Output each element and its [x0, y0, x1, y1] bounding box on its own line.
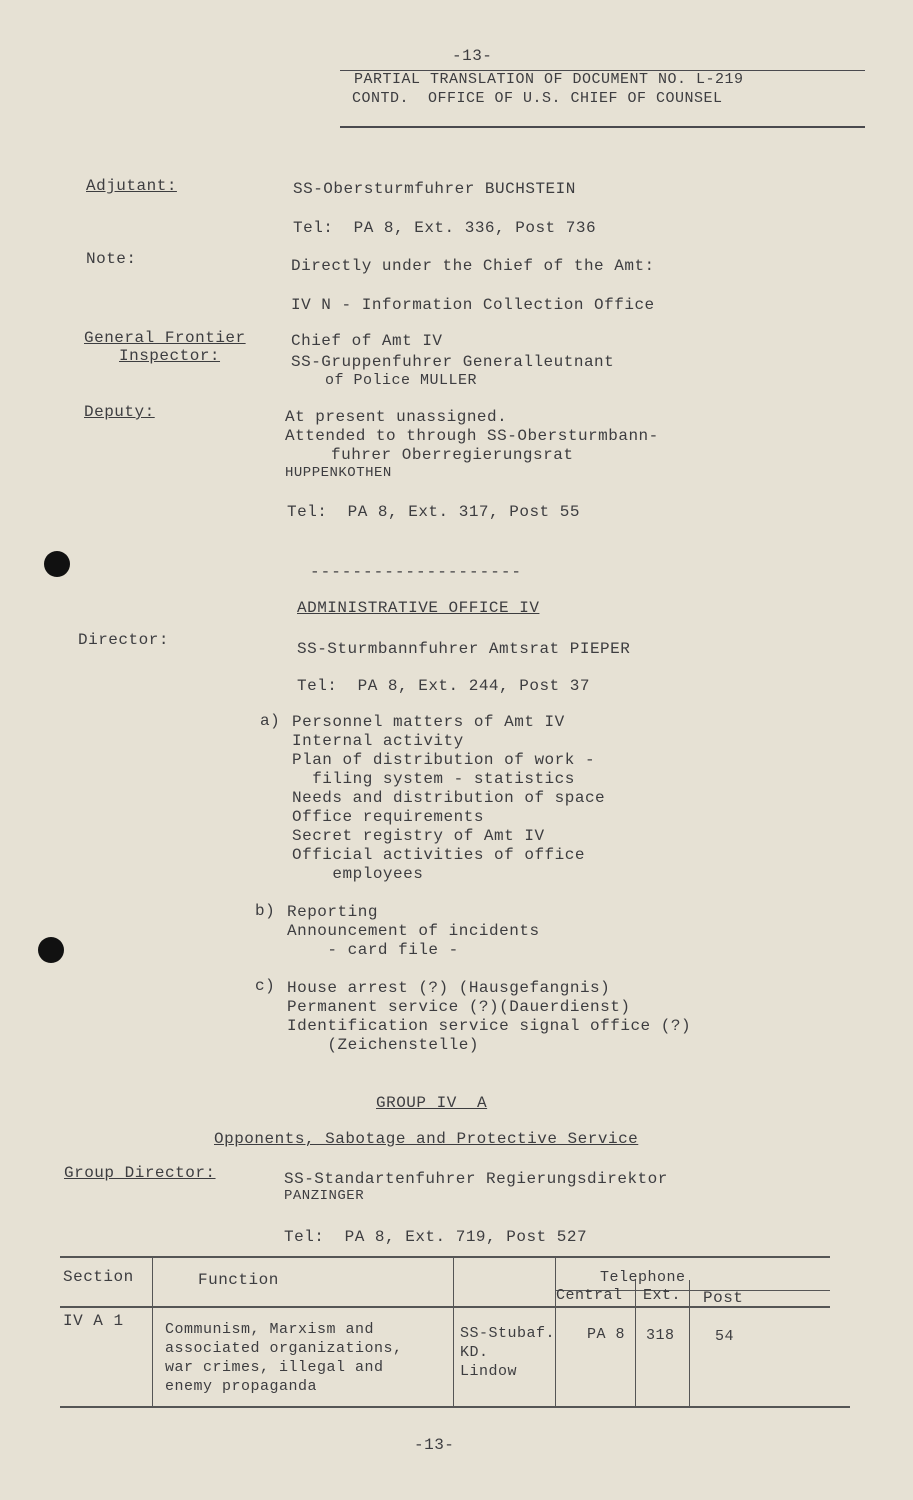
- item-a-line: Personnel matters of Amt IV: [292, 713, 565, 731]
- cell-function-line: associated organizations,: [165, 1340, 403, 1357]
- cell-person-line: SS-Stubaf.: [460, 1325, 556, 1342]
- table-col-divider: [453, 1258, 454, 1406]
- cell-person-line: KD.: [460, 1344, 489, 1361]
- adjutant-name: SS-Obersturmfuhrer BUCHSTEIN: [293, 180, 576, 198]
- cell-ext: 318: [646, 1327, 675, 1344]
- note-line-1: Directly under the Chief of the Amt:: [291, 257, 655, 275]
- deputy-line-2: Attended to through SS-Obersturmbann-: [285, 427, 659, 445]
- item-a-marker: a): [260, 712, 281, 730]
- item-b-marker: b): [255, 902, 276, 920]
- personnel-table: [60, 1256, 850, 1426]
- director-label: Director:: [78, 631, 169, 649]
- deputy-tel: Tel: PA 8, Ext. 317, Post 55: [287, 503, 580, 521]
- page-number-bottom: -13-: [414, 1436, 455, 1454]
- group-tel: Tel: PA 8, Ext. 719, Post 527: [284, 1228, 588, 1246]
- director-name: SS-Sturmbannfuhrer Amtsrat PIEPER: [297, 640, 631, 658]
- item-c-line: Permanent service (?)(Dauerdienst): [287, 998, 631, 1016]
- cell-person: [460, 1324, 555, 1381]
- header-ext: Ext.: [643, 1287, 682, 1304]
- header-line-2: CONTD. OFFICE OF U.S. CHIEF OF COUNSEL: [352, 90, 723, 107]
- group-director-line-2: PANZINGER: [284, 1188, 365, 1204]
- header-function: Function: [198, 1271, 279, 1289]
- section-divider: --------------------: [310, 563, 523, 581]
- item-b-list: [287, 903, 540, 960]
- deputy-line-3: fuhrer Oberregierungsrat: [331, 446, 574, 464]
- inspector-line-1: Chief of Amt IV: [291, 332, 443, 350]
- group-director-line-1: SS-Standartenfuhrer Regierungsdirektor: [284, 1170, 668, 1188]
- adjutant-label: Adjutant:: [86, 177, 177, 195]
- header-post: Post: [703, 1289, 744, 1307]
- punch-hole-top: [44, 551, 70, 577]
- item-b-line: Reporting: [287, 903, 378, 921]
- admin-office-title: ADMINISTRATIVE OFFICE IV: [297, 599, 540, 617]
- table-col-divider: [152, 1258, 153, 1406]
- table-top-rule: [60, 1256, 830, 1258]
- inspector-line-2: SS-Gruppenfuhrer Generalleutnant: [291, 353, 615, 371]
- item-c-list: [287, 979, 691, 1055]
- header-section: Section: [63, 1268, 134, 1286]
- table-col-divider: [689, 1280, 690, 1406]
- cell-post: 54: [715, 1328, 735, 1345]
- item-a-list: [292, 713, 605, 884]
- note-line-2: IV N - Information Collection Office: [291, 296, 655, 314]
- adjutant-tel: Tel: PA 8, Ext. 336, Post 736: [293, 219, 597, 237]
- item-c-marker: c): [255, 977, 276, 995]
- item-b-line: Announcement of incidents: [287, 922, 540, 940]
- table-col-divider: [555, 1258, 556, 1406]
- cell-central: PA 8: [587, 1326, 626, 1343]
- inspector-label-1: General Frontier: [84, 329, 246, 347]
- item-a-line: Internal activity: [292, 732, 464, 750]
- punch-hole-bottom: [38, 937, 64, 963]
- item-b-line: - card file -: [287, 941, 459, 959]
- item-a-line: Secret registry of Amt IV: [292, 827, 545, 845]
- item-c-line: Identification service signal office (?): [287, 1017, 692, 1035]
- cell-section: IV A 1: [63, 1312, 124, 1330]
- cell-function-line: enemy propaganda: [165, 1378, 318, 1395]
- header-bottom-rule: [340, 126, 865, 128]
- item-a-line: Plan of distribution of work -: [292, 751, 596, 769]
- group-title: GROUP IV A: [376, 1094, 488, 1112]
- deputy-label: Deputy:: [84, 403, 155, 421]
- admin-tel: Tel: PA 8, Ext. 244, Post 37: [297, 677, 590, 695]
- cell-function-line: Communism, Marxism and: [165, 1321, 375, 1338]
- page-number-top: -13-: [452, 47, 493, 65]
- item-c-line: House arrest (?) (Hausgefangnis): [287, 979, 611, 997]
- header-central: Central: [556, 1287, 623, 1304]
- item-a-line: Official activities of office: [292, 846, 585, 864]
- header-line-1: PARTIAL TRANSLATION OF DOCUMENT NO. L-219: [354, 71, 744, 88]
- inspector-label-2: Inspector:: [119, 347, 221, 365]
- item-c-line: (Zeichenstelle): [287, 1036, 479, 1054]
- note-label: Note:: [86, 250, 137, 268]
- item-a-line: Needs and distribution of space: [292, 789, 606, 807]
- group-subtitle: Opponents, Sabotage and Protective Service: [214, 1130, 639, 1148]
- table-bottom-rule: [60, 1406, 850, 1408]
- item-a-line: filing system - statistics: [292, 770, 575, 788]
- item-a-line: Office requirements: [292, 808, 484, 826]
- deputy-line-1: At present unassigned.: [285, 408, 508, 426]
- cell-function: [165, 1320, 403, 1396]
- item-a-line: employees: [292, 865, 424, 883]
- inspector-line-3: of Police MULLER: [325, 372, 478, 389]
- cell-person-line: Lindow: [460, 1363, 518, 1380]
- group-director-label: Group Director:: [64, 1164, 216, 1182]
- header-telephone: Telephone: [600, 1269, 686, 1286]
- cell-function-line: war crimes, illegal and: [165, 1359, 384, 1376]
- table-col-divider: [635, 1280, 636, 1406]
- deputy-line-4: HUPPENKOTHEN: [285, 465, 392, 481]
